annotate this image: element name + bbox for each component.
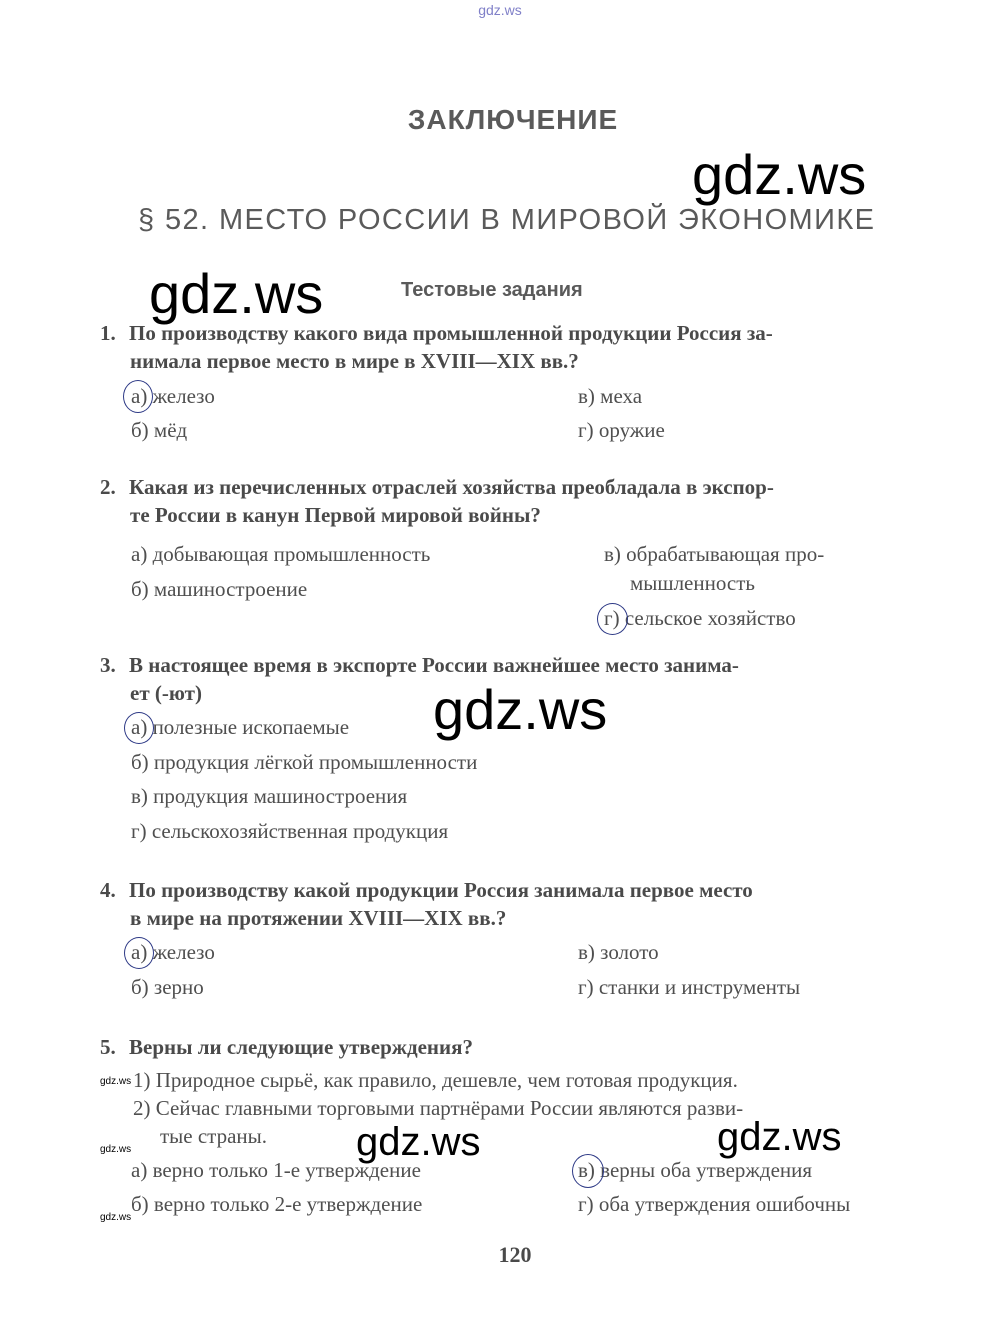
question-text-line2: те России в канун Первой мировой войны? — [130, 503, 541, 527]
q4-option-d[interactable]: г) станки и инструменты — [578, 975, 801, 999]
q1-answer-circle — [123, 380, 153, 413]
question-number: 3. — [100, 653, 116, 677]
question-text-line2: ет (-ют) — [130, 681, 202, 705]
q2-option-d[interactable]: г) сельское хозяйство — [604, 606, 796, 630]
q4-option-a[interactable]: а) железо — [131, 940, 215, 964]
question-2 — [100, 473, 926, 529]
watermark-small: gdz.ws — [100, 1212, 132, 1223]
q1-option-c[interactable]: в) меха — [578, 384, 643, 408]
watermark-top: gdz.ws — [478, 2, 522, 18]
q3-option-a[interactable]: а) полезные ископаемые — [131, 715, 350, 739]
question-number: 2. — [100, 475, 116, 499]
question-text-line2: нимала первое место в мире в XVIII—XIX вв.? — [130, 349, 579, 373]
question-text-line1: По производству какого вида промышленной продукции Россия за- — [129, 321, 773, 345]
q4-option-c[interactable]: в) золото — [578, 940, 659, 964]
q3-option-d[interactable]: г) сельскохозяйственная продукция — [131, 819, 449, 843]
q3-answer-circle — [124, 712, 154, 744]
question-number: 1. — [100, 321, 116, 345]
q5-option-b[interactable]: б) верно только 2-е утверждение — [131, 1192, 423, 1216]
q4-answer-circle — [124, 937, 154, 969]
q2-option-c[interactable]: в) обрабатывающая про- — [604, 542, 825, 566]
question-number: 5. — [100, 1035, 116, 1059]
q4-option-b[interactable]: б) зерно — [131, 975, 204, 999]
q2-option-a[interactable]: а) добывающая промышленность — [131, 542, 431, 566]
question-text-line1: По производству какой продукции Россия занимала первое место — [129, 878, 753, 902]
question-number: 4. — [100, 878, 116, 902]
subsection-title: Тестовые задания — [401, 279, 583, 301]
watermark: gdz.ws — [692, 143, 867, 206]
watermark: gdz.ws — [717, 1115, 842, 1159]
question-text-line1: Какая из перечисленных отраслей хозяйства преобладала в экспор- — [129, 475, 774, 499]
watermark: gdz.ws — [149, 262, 324, 325]
q5-answer-circle — [572, 1154, 604, 1188]
question-text-line1: Верны ли следующие утверждения? — [129, 1035, 473, 1059]
question-text-line1: В настоящее время в экспорте России важнейшее место занима- — [129, 653, 739, 677]
question-5 — [100, 1033, 926, 1061]
watermark-small: gdz.ws — [100, 1076, 132, 1087]
q2-answer-circle — [597, 603, 628, 635]
question-4 — [100, 876, 926, 932]
watermark: gdz.ws — [356, 1120, 481, 1164]
q1-option-d[interactable]: г) оружие — [578, 418, 665, 442]
q5-option-c[interactable]: в) верны оба утверждения — [578, 1158, 813, 1182]
watermark-small: gdz.ws — [100, 1144, 132, 1155]
question-text-line2: в мире на протяжении XVIII—XIX вв.? — [130, 906, 507, 930]
chapter-title: ЗАКЛЮЧЕНИЕ — [407, 104, 619, 135]
q1-option-a[interactable]: а) железо — [131, 384, 215, 408]
q3-option-c[interactable]: в) продукция машиностроения — [131, 784, 408, 808]
q3-option-b[interactable]: б) продукция лёгкой промышленности — [131, 750, 478, 774]
question-1 — [100, 319, 926, 375]
section-title: § 52. МЕСТО РОССИИ В МИРОВОЙ ЭКОНОМИКЕ — [138, 204, 876, 236]
page-number: 120 — [498, 1242, 532, 1267]
q5-option-a[interactable]: а) верно только 1-е утверждение — [131, 1158, 421, 1182]
q5-statement-2-cont: тые страны. — [160, 1124, 268, 1148]
q1-option-b[interactable]: б) мёд — [131, 418, 188, 442]
q2-option-b[interactable]: б) машиностроение — [131, 577, 308, 601]
q5-option-d[interactable]: г) оба утверждения ошибочны — [578, 1192, 851, 1216]
q2-option-c-cont: мышленность — [630, 571, 755, 595]
q5-statement-2: 2) Сейчас главными торговыми партнёрами России являются разви- — [133, 1096, 744, 1120]
watermark: gdz.ws — [433, 678, 608, 741]
q5-statement-1: 1) Природное сырьё, как правило, дешевле, чем готовая продукция. — [133, 1068, 738, 1092]
